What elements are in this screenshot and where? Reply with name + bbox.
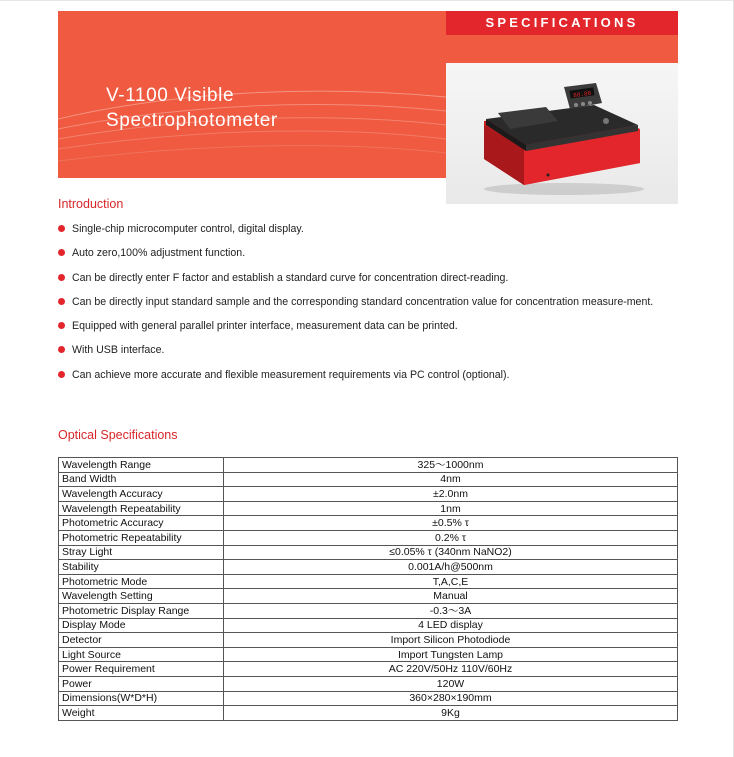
spec-value: -0.3～3A xyxy=(224,603,678,618)
table-row xyxy=(59,560,678,575)
spec-label: Photometric Mode xyxy=(59,574,224,589)
spec-label: Stray Light xyxy=(59,545,224,560)
list-item: Can be directly input standard sample and the corresponding standard concentration value for concentration measure-ment. xyxy=(58,296,668,308)
list-item: Single-chip microcomputer control, digital display. xyxy=(58,223,668,235)
table-row xyxy=(59,691,678,706)
spec-value: ≤0.05% τ (340nm NaNO2) xyxy=(224,545,678,560)
table-row xyxy=(59,501,678,516)
spec-label: Photometric Display Range xyxy=(59,603,224,618)
bullet-icon xyxy=(58,346,65,353)
optical-specifications-heading: Optical Specifications xyxy=(58,428,178,442)
bullet-icon xyxy=(58,274,65,281)
spec-value: T,A,C,E xyxy=(224,574,678,589)
table-row xyxy=(59,603,678,618)
spec-label: Photometric Repeatability xyxy=(59,530,224,545)
table-row xyxy=(59,647,678,662)
bullet-icon xyxy=(58,249,65,256)
table-row xyxy=(59,676,678,691)
spec-label: Detector xyxy=(59,633,224,648)
spec-label: Weight xyxy=(59,706,224,721)
spec-label: Display Mode xyxy=(59,618,224,633)
spec-value: 120W xyxy=(224,676,678,691)
spec-label: Band Width xyxy=(59,472,224,487)
spec-label: Stability xyxy=(59,560,224,575)
spec-value: 9Kg xyxy=(224,706,678,721)
product-title-line2: Spectrophotometer xyxy=(106,110,278,131)
table-row xyxy=(59,589,678,604)
spec-label: Photometric Accuracy xyxy=(59,516,224,531)
page-border-top xyxy=(0,0,734,1)
table-row xyxy=(59,574,678,589)
product-photo xyxy=(446,63,678,204)
introduction-heading: Introduction xyxy=(58,197,124,211)
table-row xyxy=(59,472,678,487)
spec-value: 4 LED display xyxy=(224,618,678,633)
spec-label: Wavelength Accuracy xyxy=(59,487,224,502)
bullet-icon xyxy=(58,225,65,232)
table-row xyxy=(59,618,678,633)
spec-value: 360×280×190mm xyxy=(224,691,678,706)
spec-value: Import Silicon Photodiode xyxy=(224,633,678,648)
spec-label: Power Requirement xyxy=(59,662,224,677)
spec-value: AC 220V/50Hz 110V/60Hz xyxy=(224,662,678,677)
spec-value: 325～1000nm xyxy=(224,458,678,473)
bullet-icon xyxy=(58,371,65,378)
list-item: Equipped with general parallel printer interface, measurement data can be printed. xyxy=(58,320,668,332)
spectrophotometer-image xyxy=(446,63,678,204)
spec-value: Import Tungsten Lamp xyxy=(224,647,678,662)
table-row xyxy=(59,487,678,502)
table-row xyxy=(59,633,678,648)
table-row xyxy=(59,458,678,473)
table-row xyxy=(59,516,678,531)
spec-value: ±2.0nm xyxy=(224,487,678,502)
spec-value: ±0.5% τ xyxy=(224,516,678,531)
product-title xyxy=(106,83,278,133)
spec-value: 0.2% τ xyxy=(224,530,678,545)
optical-specifications-table xyxy=(58,457,678,721)
list-item: Can be directly enter F factor and establish a standard curve for concentration direct-reading. xyxy=(58,272,668,284)
table-row xyxy=(59,662,678,677)
product-title-line1: V-1100 Visible xyxy=(106,85,235,106)
spec-label: Light Source xyxy=(59,647,224,662)
spec-value: 4nm xyxy=(224,472,678,487)
spec-label: Wavelength Setting xyxy=(59,589,224,604)
table-row xyxy=(59,530,678,545)
bullet-icon xyxy=(58,322,65,329)
spec-value: Manual xyxy=(224,589,678,604)
spec-label: Power xyxy=(59,676,224,691)
spec-label: Wavelength Range xyxy=(59,458,224,473)
device-display-readout: 88.88 xyxy=(572,89,592,100)
specifications-tab: SPECIFICATIONS xyxy=(446,11,678,35)
introduction-list xyxy=(58,223,668,393)
spec-label: Dimensions(W*D*H) xyxy=(59,691,224,706)
table-row xyxy=(59,545,678,560)
list-item: With USB interface. xyxy=(58,344,668,356)
bullet-icon xyxy=(58,298,65,305)
spec-value: 1nm xyxy=(224,501,678,516)
spec-value: 0.001A/h@500nm xyxy=(224,560,678,575)
spec-label: Wavelength Repeatability xyxy=(59,501,224,516)
table-row xyxy=(59,706,678,721)
list-item: Auto zero,100% adjustment function. xyxy=(58,247,668,259)
list-item: Can achieve more accurate and flexible measurement requirements via PC control (optional). xyxy=(58,369,668,381)
